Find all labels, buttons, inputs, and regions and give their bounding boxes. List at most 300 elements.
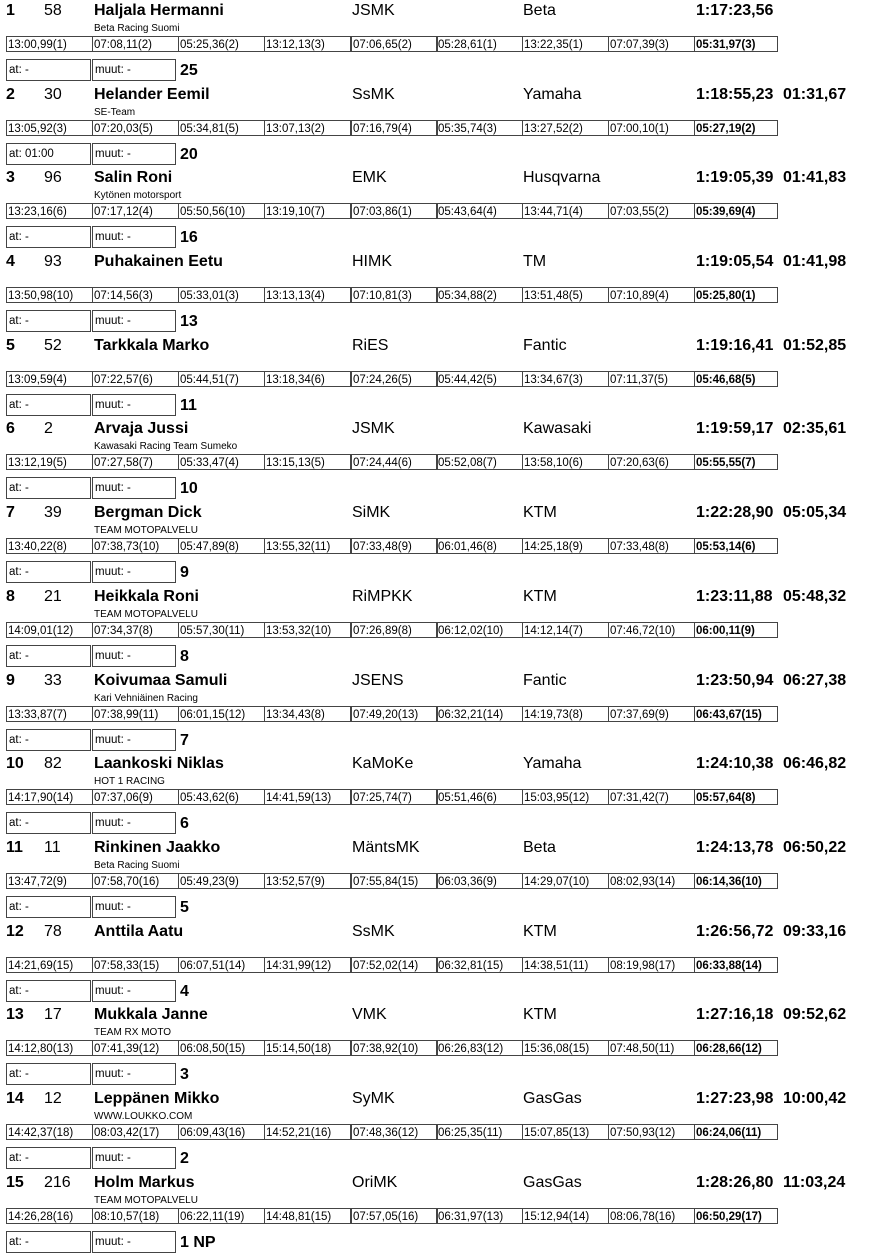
team-name: TEAM MOTOPALVELU xyxy=(94,525,198,537)
motorcycle-brand: GasGas xyxy=(523,1173,582,1191)
bib-number: 11 xyxy=(44,838,61,856)
club: RiES xyxy=(352,336,389,354)
bib-number: 96 xyxy=(44,169,62,187)
time-gap: 06:50,22 xyxy=(783,838,847,856)
time-gap: 11:03,24 xyxy=(783,1173,846,1191)
rider-name: Puhakainen Eetu xyxy=(94,253,223,271)
split-time-cell: 06:50,29(17) xyxy=(694,1208,778,1224)
split-time-cell: 13:13,13(4) xyxy=(264,287,351,303)
team-name: HOT 1 RACING xyxy=(94,776,165,788)
position: 13 xyxy=(6,1006,24,1024)
split-time-cell: 07:10,89(4) xyxy=(608,287,695,303)
split-time-cell: 13:33,87(7) xyxy=(6,706,93,722)
club: OriMK xyxy=(352,1173,398,1191)
points: 10 xyxy=(180,480,198,498)
split-time-cell: 13:55,32(11) xyxy=(264,538,351,554)
split-time-cell: 05:25,80(1) xyxy=(694,287,778,303)
club: MäntsMK xyxy=(352,838,420,856)
rider-name: Holm Markus xyxy=(94,1173,195,1191)
split-time-cell: 07:55,84(15) xyxy=(351,873,438,889)
bib-number: 58 xyxy=(44,2,62,19)
split-time-cell: 07:20,63(6) xyxy=(608,454,695,470)
penalty-other: muut: - xyxy=(92,59,176,81)
split-time-cell: 05:44,42(5) xyxy=(436,371,523,387)
total-time: 1:18:55,23 xyxy=(696,85,774,103)
result-header xyxy=(0,923,872,943)
points: 25 xyxy=(180,62,198,79)
result-entry xyxy=(0,84,872,168)
total-time: 1:24:10,38 xyxy=(696,755,774,773)
split-time-cell: 07:48,50(11) xyxy=(608,1040,695,1056)
split-time-cell: 07:16,79(4) xyxy=(351,120,438,136)
split-time-cell: 13:12,19(5) xyxy=(6,454,93,470)
club: RiMPKK xyxy=(352,587,413,605)
split-time-cell: 06:24,06(11) xyxy=(694,1124,778,1140)
penalty-other: muut: - xyxy=(92,812,176,834)
position: 2 xyxy=(6,85,15,103)
club: EMK xyxy=(352,169,387,187)
split-time-cell: 05:39,69(4) xyxy=(694,203,778,219)
total-time: 1:22:28,90 xyxy=(696,504,774,522)
split-time-cell: 07:24,44(6) xyxy=(351,454,438,470)
split-time-cell: 07:10,81(3) xyxy=(351,287,438,303)
team-name: TEAM MOTOPALVELU xyxy=(94,1194,198,1206)
penalty-other: muut: - xyxy=(92,1231,176,1253)
split-time-cell: 05:35,74(3) xyxy=(436,120,523,136)
split-time-cell: 05:25,36(2) xyxy=(178,36,265,52)
split-time-cell: 13:09,59(4) xyxy=(6,371,93,387)
position: 4 xyxy=(6,253,15,271)
result-header xyxy=(0,2,872,22)
team-name: SE-Team xyxy=(94,106,136,118)
split-time-cell: 05:34,81(5) xyxy=(178,120,265,136)
split-time-cell: 13:44,71(4) xyxy=(522,203,609,219)
time-gap: 01:41,83 xyxy=(783,169,847,187)
points: 2 xyxy=(180,1149,189,1167)
split-time-cell: 14:09,01(12) xyxy=(6,622,93,638)
penalty-at: at: - xyxy=(6,226,91,248)
penalty-at: at: - xyxy=(6,59,91,81)
split-time-cell: 14:21,69(15) xyxy=(6,957,93,973)
time-gap: 01:31,67 xyxy=(783,85,847,103)
split-time-cell: 05:51,46(6) xyxy=(436,789,523,805)
result-entry xyxy=(0,670,872,754)
penalty-other: muut: - xyxy=(92,226,176,248)
split-time-cell: 06:00,11(9) xyxy=(694,622,778,638)
split-time-cell: 13:34,43(8) xyxy=(264,706,351,722)
result-header xyxy=(0,588,872,608)
split-time-cell: 05:50,56(10) xyxy=(178,203,265,219)
split-time-cell: 05:55,55(7) xyxy=(694,454,778,470)
club: SsMK xyxy=(352,85,395,103)
penalty-other: muut: - xyxy=(92,980,176,1002)
split-time-cell: 14:17,90(14) xyxy=(6,789,93,805)
split-time-cell: 14:48,81(15) xyxy=(264,1208,351,1224)
split-time-cell: 05:31,97(3) xyxy=(694,36,778,52)
split-time-cell: 13:18,34(6) xyxy=(264,371,351,387)
bib-number: 216 xyxy=(44,1173,71,1191)
penalty-at: at: - xyxy=(6,561,91,583)
penalty-at: at: - xyxy=(6,896,91,918)
points: 4 xyxy=(180,982,189,1000)
split-time-cell: 06:32,21(14) xyxy=(436,706,523,722)
split-time-cell: 07:06,65(2) xyxy=(351,36,438,52)
position: 3 xyxy=(6,169,15,187)
penalty-at: at: - xyxy=(6,980,91,1002)
team-name: Kytönen motorsport xyxy=(94,190,182,202)
split-time-cell: 08:03,42(17) xyxy=(92,1124,179,1140)
motorcycle-brand: Beta xyxy=(523,2,556,19)
result-entry xyxy=(0,921,872,1005)
split-time-cell: 13:47,72(9) xyxy=(6,873,93,889)
split-time-cell: 06:22,11(19) xyxy=(178,1208,265,1224)
penalty-at: at: - xyxy=(6,310,91,332)
rider-name: Mukkala Janne xyxy=(94,1006,208,1024)
split-time-cell: 07:14,56(3) xyxy=(92,287,179,303)
split-time-cell: 06:25,35(11) xyxy=(436,1124,523,1140)
rider-name: Heikkala Roni xyxy=(94,587,199,605)
points: 3 xyxy=(180,1066,189,1084)
penalty-at: at: - xyxy=(6,729,91,751)
split-time-cell: 13:12,13(3) xyxy=(264,36,351,52)
points: 11 xyxy=(180,396,197,414)
split-time-cell: 05:57,64(8) xyxy=(694,789,778,805)
penalty-other: muut: - xyxy=(92,896,176,918)
result-entry xyxy=(0,586,872,670)
split-time-cell: 07:00,10(1) xyxy=(608,120,695,136)
team-name: WWW.LOUKKO.COM xyxy=(94,1110,193,1122)
result-header xyxy=(0,420,872,440)
split-time-cell: 07:34,37(8) xyxy=(92,622,179,638)
total-time: 1:17:23,56 xyxy=(696,2,774,19)
motorcycle-brand: KTM xyxy=(523,504,557,522)
split-time-cell: 13:15,13(5) xyxy=(264,454,351,470)
position: 10 xyxy=(6,755,24,773)
club: HIMK xyxy=(352,253,392,271)
result-header xyxy=(0,755,872,775)
motorcycle-brand: Kawasaki xyxy=(523,420,592,438)
split-time-cell: 07:25,74(7) xyxy=(351,789,438,805)
rider-name: Bergman Dick xyxy=(94,504,202,522)
penalty-other: muut: - xyxy=(92,1147,176,1169)
rider-name: Arvaja Jussi xyxy=(94,420,189,438)
split-time-cell: 06:08,50(15) xyxy=(178,1040,265,1056)
split-time-cell: 05:43,64(4) xyxy=(436,203,523,219)
club: JSMK xyxy=(352,2,395,19)
team-name: Kari Vehniäinen Racing xyxy=(94,692,198,704)
time-gap: 01:52,85 xyxy=(783,336,847,354)
points: 16 xyxy=(180,229,198,247)
penalty-other: muut: - xyxy=(92,1063,176,1085)
split-time-cell: 07:58,33(15) xyxy=(92,957,179,973)
bib-number: 82 xyxy=(44,755,62,773)
bib-number: 93 xyxy=(44,253,62,271)
penalty-other: muut: - xyxy=(92,729,176,751)
bib-number: 17 xyxy=(44,1006,62,1024)
split-time-cell: 13:51,48(5) xyxy=(522,287,609,303)
split-time-cell: 14:19,73(8) xyxy=(522,706,609,722)
total-time: 1:23:11,88 xyxy=(696,587,773,605)
motorcycle-brand: KTM xyxy=(523,587,557,605)
split-time-cell: 14:29,07(10) xyxy=(522,873,609,889)
rider-name: Laankoski Niklas xyxy=(94,755,224,773)
total-time: 1:23:50,94 xyxy=(696,671,774,689)
total-time: 1:27:16,18 xyxy=(696,1006,774,1024)
split-time-cell: 15:14,50(18) xyxy=(264,1040,351,1056)
split-time-cell: 07:27,58(7) xyxy=(92,454,179,470)
position: 12 xyxy=(6,922,24,940)
split-time-cell: 06:31,97(13) xyxy=(436,1208,523,1224)
split-time-cell: 05:28,61(1) xyxy=(436,36,523,52)
split-time-cell: 07:46,72(10) xyxy=(608,622,695,638)
split-time-cell: 07:08,11(2) xyxy=(92,36,179,52)
result-entry xyxy=(0,1088,872,1172)
bib-number: 33 xyxy=(44,671,62,689)
split-time-cell: 08:02,93(14) xyxy=(608,873,695,889)
rider-name: Tarkkala Marko xyxy=(94,336,210,354)
split-time-cell: 07:50,93(12) xyxy=(608,1124,695,1140)
split-time-cell: 06:32,81(15) xyxy=(436,957,523,973)
split-time-cell: 05:43,62(6) xyxy=(178,789,265,805)
split-time-cell: 06:28,66(12) xyxy=(694,1040,778,1056)
split-time-cell: 06:33,88(14) xyxy=(694,957,778,973)
position: 15 xyxy=(6,1173,24,1191)
team-name: Kawasaki Racing Team Sumeko xyxy=(94,441,238,453)
club: SyMK xyxy=(352,1089,395,1107)
split-time-cell: 13:58,10(6) xyxy=(522,454,609,470)
motorcycle-brand: TM xyxy=(523,253,547,271)
split-time-cell: 05:57,30(11) xyxy=(178,622,265,638)
penalty-at: at: 01:00 xyxy=(6,143,91,165)
bib-number: 39 xyxy=(44,504,62,522)
points: 6 xyxy=(180,815,189,833)
split-time-cell: 07:03,86(1) xyxy=(351,203,438,219)
motorcycle-brand: GasGas xyxy=(523,1089,582,1107)
rider-name: Leppänen Mikko xyxy=(94,1089,220,1107)
bib-number: 30 xyxy=(44,85,62,103)
points: 7 xyxy=(180,731,189,749)
result-entry xyxy=(0,1004,872,1088)
penalty-at: at: - xyxy=(6,1231,91,1253)
split-time-cell: 06:01,15(12) xyxy=(178,706,265,722)
motorcycle-brand: Yamaha xyxy=(523,755,582,773)
split-time-cell: 13:07,13(2) xyxy=(264,120,351,136)
split-time-cell: 07:38,99(11) xyxy=(92,706,179,722)
points: 13 xyxy=(180,313,198,331)
club: JSMK xyxy=(352,420,395,438)
split-time-cell: 13:53,32(10) xyxy=(264,622,351,638)
motorcycle-brand: KTM xyxy=(523,922,557,940)
penalty-other: muut: - xyxy=(92,310,176,332)
total-time: 1:26:56,72 xyxy=(696,922,774,940)
result-header xyxy=(0,1174,872,1194)
total-time: 1:19:05,54 xyxy=(696,253,774,271)
time-gap: 05:05,34 xyxy=(783,504,847,522)
points: 9 xyxy=(180,564,189,582)
split-time-cell: 14:12,14(7) xyxy=(522,622,609,638)
time-gap: 02:35,61 xyxy=(783,420,847,438)
club: KaMoKe xyxy=(352,755,414,773)
position: 5 xyxy=(6,336,15,354)
rider-name: Anttila Aatu xyxy=(94,922,184,940)
split-time-cell: 13:40,22(8) xyxy=(6,538,93,554)
total-time: 1:24:13,78 xyxy=(696,838,774,856)
motorcycle-brand: Yamaha xyxy=(523,85,582,103)
split-time-cell: 13:27,52(2) xyxy=(522,120,609,136)
rider-name: Koivumaa Samuli xyxy=(94,671,228,689)
split-time-cell: 07:17,12(4) xyxy=(92,203,179,219)
penalty-other: muut: - xyxy=(92,645,176,667)
split-time-cell: 13:00,99(1) xyxy=(6,36,93,52)
penalty-at: at: - xyxy=(6,394,91,416)
split-time-cell: 06:07,51(14) xyxy=(178,957,265,973)
split-time-cell: 13:52,57(9) xyxy=(264,873,351,889)
split-time-cell: 14:38,51(11) xyxy=(522,957,609,973)
total-time: 1:19:16,41 xyxy=(696,336,774,354)
split-time-cell: 07:20,03(5) xyxy=(92,120,179,136)
split-time-cell: 07:31,42(7) xyxy=(608,789,695,805)
result-header xyxy=(0,839,872,859)
penalty-other: muut: - xyxy=(92,477,176,499)
split-time-cell: 05:49,23(9) xyxy=(178,873,265,889)
split-time-cell: 07:52,02(14) xyxy=(351,957,438,973)
split-time-cell: 06:01,46(8) xyxy=(436,538,523,554)
split-time-cell: 07:22,57(6) xyxy=(92,371,179,387)
time-gap: 09:33,16 xyxy=(783,922,847,940)
result-entry xyxy=(0,1172,872,1255)
penalty-at: at: - xyxy=(6,1147,91,1169)
club: SiMK xyxy=(352,504,391,522)
split-time-cell: 05:52,08(7) xyxy=(436,454,523,470)
split-time-cell: 07:33,48(8) xyxy=(608,538,695,554)
time-gap: 05:48,32 xyxy=(783,587,847,605)
position: 7 xyxy=(6,504,15,522)
split-time-cell: 14:42,37(18) xyxy=(6,1124,93,1140)
split-time-cell: 05:34,88(2) xyxy=(436,287,523,303)
split-time-cell: 05:33,01(3) xyxy=(178,287,265,303)
time-gap: 10:00,42 xyxy=(783,1089,847,1107)
result-entry xyxy=(0,0,872,84)
split-time-cell: 06:09,43(16) xyxy=(178,1124,265,1140)
team-name: TEAM RX MOTO xyxy=(94,1027,172,1039)
position: 6 xyxy=(6,420,15,438)
split-time-cell: 07:58,70(16) xyxy=(92,873,179,889)
club: JSENS xyxy=(352,671,404,689)
penalty-at: at: - xyxy=(6,477,91,499)
split-time-cell: 07:38,92(10) xyxy=(351,1040,438,1056)
position: 8 xyxy=(6,587,15,605)
time-gap: 06:46,82 xyxy=(783,755,847,773)
split-time-cell: 06:26,83(12) xyxy=(436,1040,523,1056)
total-time: 1:27:23,98 xyxy=(696,1089,774,1107)
split-time-cell: 07:37,69(9) xyxy=(608,706,695,722)
split-time-cell: 07:38,73(10) xyxy=(92,538,179,554)
split-time-cell: 07:26,89(8) xyxy=(351,622,438,638)
time-gap: 09:52,62 xyxy=(783,1006,847,1024)
motorcycle-brand: Husqvarna xyxy=(523,169,601,187)
split-time-cell: 13:19,10(7) xyxy=(264,203,351,219)
split-time-cell: 06:43,67(15) xyxy=(694,706,778,722)
split-time-cell: 13:23,16(6) xyxy=(6,203,93,219)
split-time-cell: 08:19,98(17) xyxy=(608,957,695,973)
position: 14 xyxy=(6,1089,24,1107)
time-gap: 01:41,98 xyxy=(783,253,847,271)
rider-name: Haljala Hermanni xyxy=(94,2,224,19)
split-time-cell: 13:34,67(3) xyxy=(522,371,609,387)
split-time-cell: 05:27,19(2) xyxy=(694,120,778,136)
points: 5 xyxy=(180,898,189,916)
rider-name: Rinkinen Jaakko xyxy=(94,838,221,856)
result-entry xyxy=(0,837,872,921)
points: 8 xyxy=(180,647,189,665)
result-header xyxy=(0,1006,872,1026)
bib-number: 21 xyxy=(44,587,62,605)
split-time-cell: 07:48,36(12) xyxy=(351,1124,438,1140)
result-entry xyxy=(0,167,872,251)
split-time-cell: 07:11,37(5) xyxy=(608,371,695,387)
result-entry xyxy=(0,502,872,586)
split-time-cell: 15:03,95(12) xyxy=(522,789,609,805)
split-time-cell: 05:46,68(5) xyxy=(694,371,778,387)
split-time-cell: 14:31,99(12) xyxy=(264,957,351,973)
result-entry xyxy=(0,418,872,502)
result-entry xyxy=(0,335,872,419)
split-time-cell: 14:12,80(13) xyxy=(6,1040,93,1056)
split-time-cell: 14:52,21(16) xyxy=(264,1124,351,1140)
split-time-cell: 05:44,51(7) xyxy=(178,371,265,387)
split-time-cell: 06:03,36(9) xyxy=(436,873,523,889)
position: 9 xyxy=(6,671,15,689)
bib-number: 2 xyxy=(44,420,53,438)
split-time-cell: 07:37,06(9) xyxy=(92,789,179,805)
split-time-cell: 08:06,78(16) xyxy=(608,1208,695,1224)
split-time-cell: 07:24,26(5) xyxy=(351,371,438,387)
points: 1 NP xyxy=(180,1233,216,1251)
penalty-at: at: - xyxy=(6,812,91,834)
motorcycle-brand: Beta xyxy=(523,838,556,856)
position: 11 xyxy=(6,838,23,856)
split-time-cell: 07:03,55(2) xyxy=(608,203,695,219)
split-time-cell: 07:57,05(16) xyxy=(351,1208,438,1224)
result-header xyxy=(0,253,872,273)
result-entry xyxy=(0,251,872,335)
motorcycle-brand: Fantic xyxy=(523,671,567,689)
motorcycle-brand: KTM xyxy=(523,1006,557,1024)
motorcycle-brand: Fantic xyxy=(523,336,567,354)
result-header xyxy=(0,504,872,524)
penalty-at: at: - xyxy=(6,1063,91,1085)
split-time-cell: 15:12,94(14) xyxy=(522,1208,609,1224)
split-time-cell: 13:05,92(3) xyxy=(6,120,93,136)
split-time-cell: 14:41,59(13) xyxy=(264,789,351,805)
split-time-cell: 05:53,14(6) xyxy=(694,538,778,554)
split-time-cell: 14:25,18(9) xyxy=(522,538,609,554)
penalty-at: at: - xyxy=(6,645,91,667)
penalty-other: muut: - xyxy=(92,394,176,416)
time-gap: 06:27,38 xyxy=(783,671,847,689)
split-time-cell: 14:26,28(16) xyxy=(6,1208,93,1224)
split-time-cell: 15:36,08(15) xyxy=(522,1040,609,1056)
points: 20 xyxy=(180,145,198,163)
team-name: Beta Racing Suomi xyxy=(94,23,180,34)
split-time-cell: 08:10,57(18) xyxy=(92,1208,179,1224)
split-time-cell: 07:33,48(9) xyxy=(351,538,438,554)
bib-number: 52 xyxy=(44,336,62,354)
penalty-other: muut: - xyxy=(92,561,176,583)
position: 1 xyxy=(6,2,15,19)
club: VMK xyxy=(352,1006,387,1024)
result-header xyxy=(0,337,872,357)
